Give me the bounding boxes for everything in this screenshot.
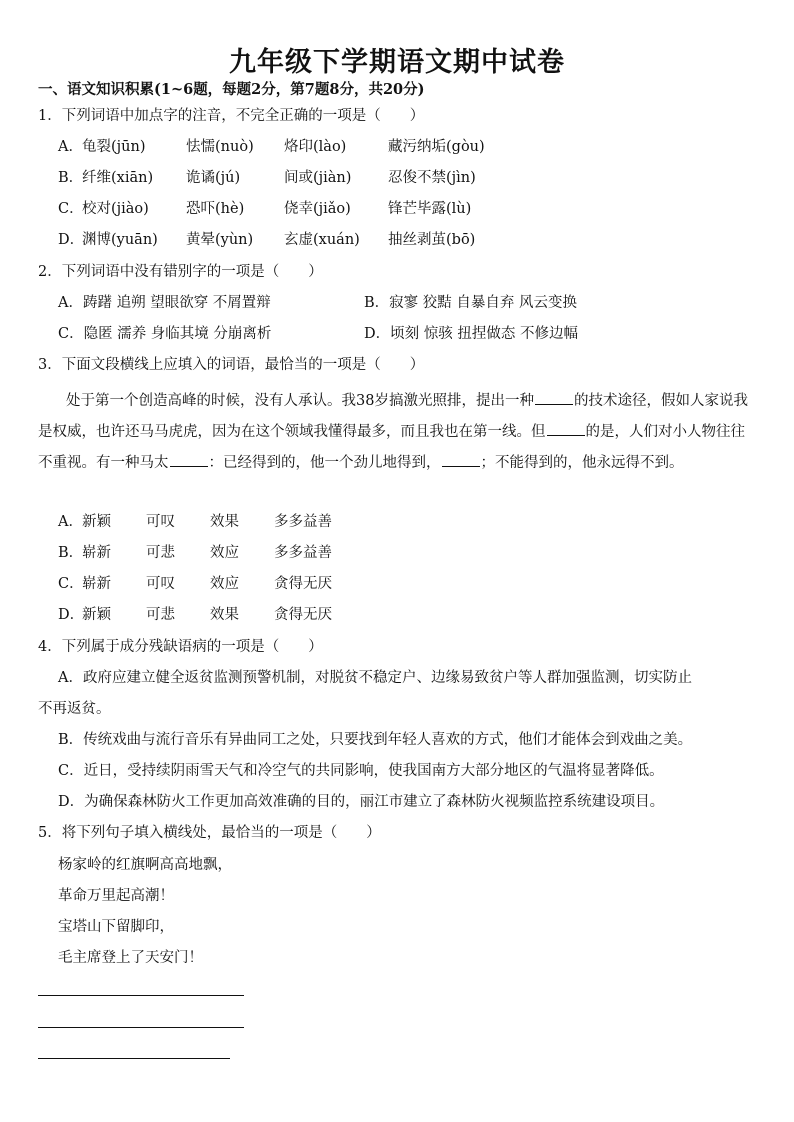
- section-heading: 一、语文知识积累(1~6题，每题2分，第7题8分，共20分): [38, 81, 425, 98]
- question-4-option-d: D．为确保森林防火工作更加高效准确的目的，丽江市建立了森林防火视频监控系统建设项目。: [58, 794, 665, 810]
- answer-line-1: [38, 995, 244, 996]
- question-2-stem: 2．下列词语中没有错别字的一项是（ ）: [38, 264, 323, 280]
- option-item: 可悲: [146, 545, 175, 561]
- question-5-line-3: 宝塔山下留脚印，: [58, 919, 174, 935]
- fill-blank-2: [547, 421, 585, 436]
- question-4-option-c: C．近日，受持续阴雨雪天气和冷空气的共同影响，使我国南方大部分地区的气温将显著降低。: [58, 763, 664, 779]
- question-1-option-a: [58, 137, 528, 157]
- option-item: 崭新: [82, 545, 111, 561]
- option-item: 侥幸(jiǎo): [284, 201, 351, 217]
- fill-blank-3: [170, 452, 208, 467]
- question-1-stem: 1．下列词语中加点字的注音，不完全正确的一项是（ ）: [38, 108, 425, 124]
- page-title: 九年级下学期语文期中试卷: [229, 47, 565, 78]
- option-item: 新颖: [82, 607, 111, 623]
- option-item: 多多益善: [274, 545, 332, 561]
- option-item: 新颖: [82, 514, 111, 530]
- option-item: 抽丝剥茧(bō): [388, 232, 476, 248]
- option-item: 烙印(lào): [284, 139, 347, 155]
- question-1-option-b: [58, 168, 528, 188]
- option-item: 锋芒毕露(lù): [388, 201, 472, 217]
- question-2-option-d: D．顷刻 惊骇 扭捏做态 不修边幅: [364, 326, 578, 342]
- option-item: 黄晕(yùn): [186, 232, 254, 248]
- question-3-passage: 处于第一个创造高峰的时候，没有人承认。我38岁搞激光照排，提出一种 的技术途径，假如人家说我是权威，也许还马马虎虎，因为在这个领域我懂得最多，而且我也在第一线。但 的是，人们对小人物往往不重视。有一种马太 ：已经得到的，他一个劲儿地得到， ；不能得到的，他永远得不到。: [38, 386, 754, 479]
- option-letter: B．: [58, 170, 84, 186]
- question-4-option-b: B．传统戏曲与流行音乐有异曲同工之处，只要找到年轻人喜欢的方式，他们才能体会到戏曲之美。: [58, 732, 693, 748]
- option-letter: D．: [58, 232, 85, 248]
- option-item: 怯懦(nuò): [186, 139, 254, 155]
- question-5-line-4: 毛主席登上了天安门！: [58, 950, 203, 966]
- question-2-option-b: B．寂寥 狡黠 自暴自弃 风云变换: [364, 295, 577, 311]
- question-3-option-a: [58, 512, 394, 532]
- option-letter: A．: [58, 139, 83, 155]
- option-item: 效应: [210, 545, 239, 561]
- option-item: 可悲: [146, 607, 175, 623]
- question-5-line-2: 革命万里起高潮！: [58, 888, 174, 904]
- fill-blank-1: [535, 390, 573, 405]
- question-1-option-c: [58, 199, 528, 219]
- question-2-option-c: C．隐匿 濡养 身临其境 分崩离析: [58, 326, 272, 342]
- option-letter: D．: [58, 607, 85, 623]
- option-item: 崭新: [82, 576, 111, 592]
- question-5-line-1: 杨家岭的红旗啊高高地飘，: [58, 857, 232, 873]
- option-item: 恐吓(hè): [186, 201, 245, 217]
- option-item: 贪得无厌: [274, 607, 332, 623]
- option-item: 多多益善: [274, 514, 332, 530]
- option-item: 诡谲(jú): [186, 170, 241, 186]
- option-item: 纤维(xiān): [82, 170, 154, 186]
- option-item: 间或(jiàn): [284, 170, 352, 186]
- option-item: 效果: [210, 607, 239, 623]
- option-letter: C．: [58, 201, 84, 217]
- option-item: 渊博(yuān): [82, 232, 158, 248]
- option-item: 校对(jiào): [82, 201, 149, 217]
- option-item: 效果: [210, 514, 239, 530]
- option-item: 可叹: [146, 576, 175, 592]
- question-4-stem: 4．下列属于成分残缺语病的一项是（ ）: [38, 639, 323, 655]
- option-item: 忍俊不禁(jìn): [388, 170, 476, 186]
- answer-line-3: [38, 1058, 230, 1059]
- question-5-stem: 5．将下列句子填入横线处，最恰当的一项是（ ）: [38, 825, 381, 841]
- option-item: 效应: [210, 576, 239, 592]
- question-4-option-a-line1: A．政府应建立健全返贫监测预警机制，对脱贫不稳定户、边缘易致贫户等人群加强监测，切实防止: [58, 670, 692, 686]
- question-2-option-a: A．踌躇 追朔 望眼欲穿 不屑置辩: [58, 295, 271, 311]
- option-item: 玄虚(xuán): [284, 232, 360, 248]
- option-item: 贪得无厌: [274, 576, 332, 592]
- question-3-option-d: [58, 605, 394, 625]
- option-item: 龟裂(jūn): [82, 139, 146, 155]
- option-letter: C．: [58, 576, 84, 592]
- question-3-stem: 3．下面文段横线上应填入的词语，最恰当的一项是（ ）: [38, 357, 425, 373]
- question-3-option-c: [58, 574, 394, 594]
- option-item: 可叹: [146, 514, 175, 530]
- fill-blank-4: [442, 452, 480, 467]
- question-3-option-b: [58, 543, 394, 563]
- option-letter: B．: [58, 545, 84, 561]
- answer-line-2: [38, 1027, 244, 1028]
- question-1-option-d: [58, 230, 528, 250]
- option-item: 藏污纳垢(gòu): [388, 139, 485, 155]
- question-4-option-a-line2: 不再返贫。: [38, 701, 111, 717]
- option-letter: A．: [58, 514, 83, 530]
